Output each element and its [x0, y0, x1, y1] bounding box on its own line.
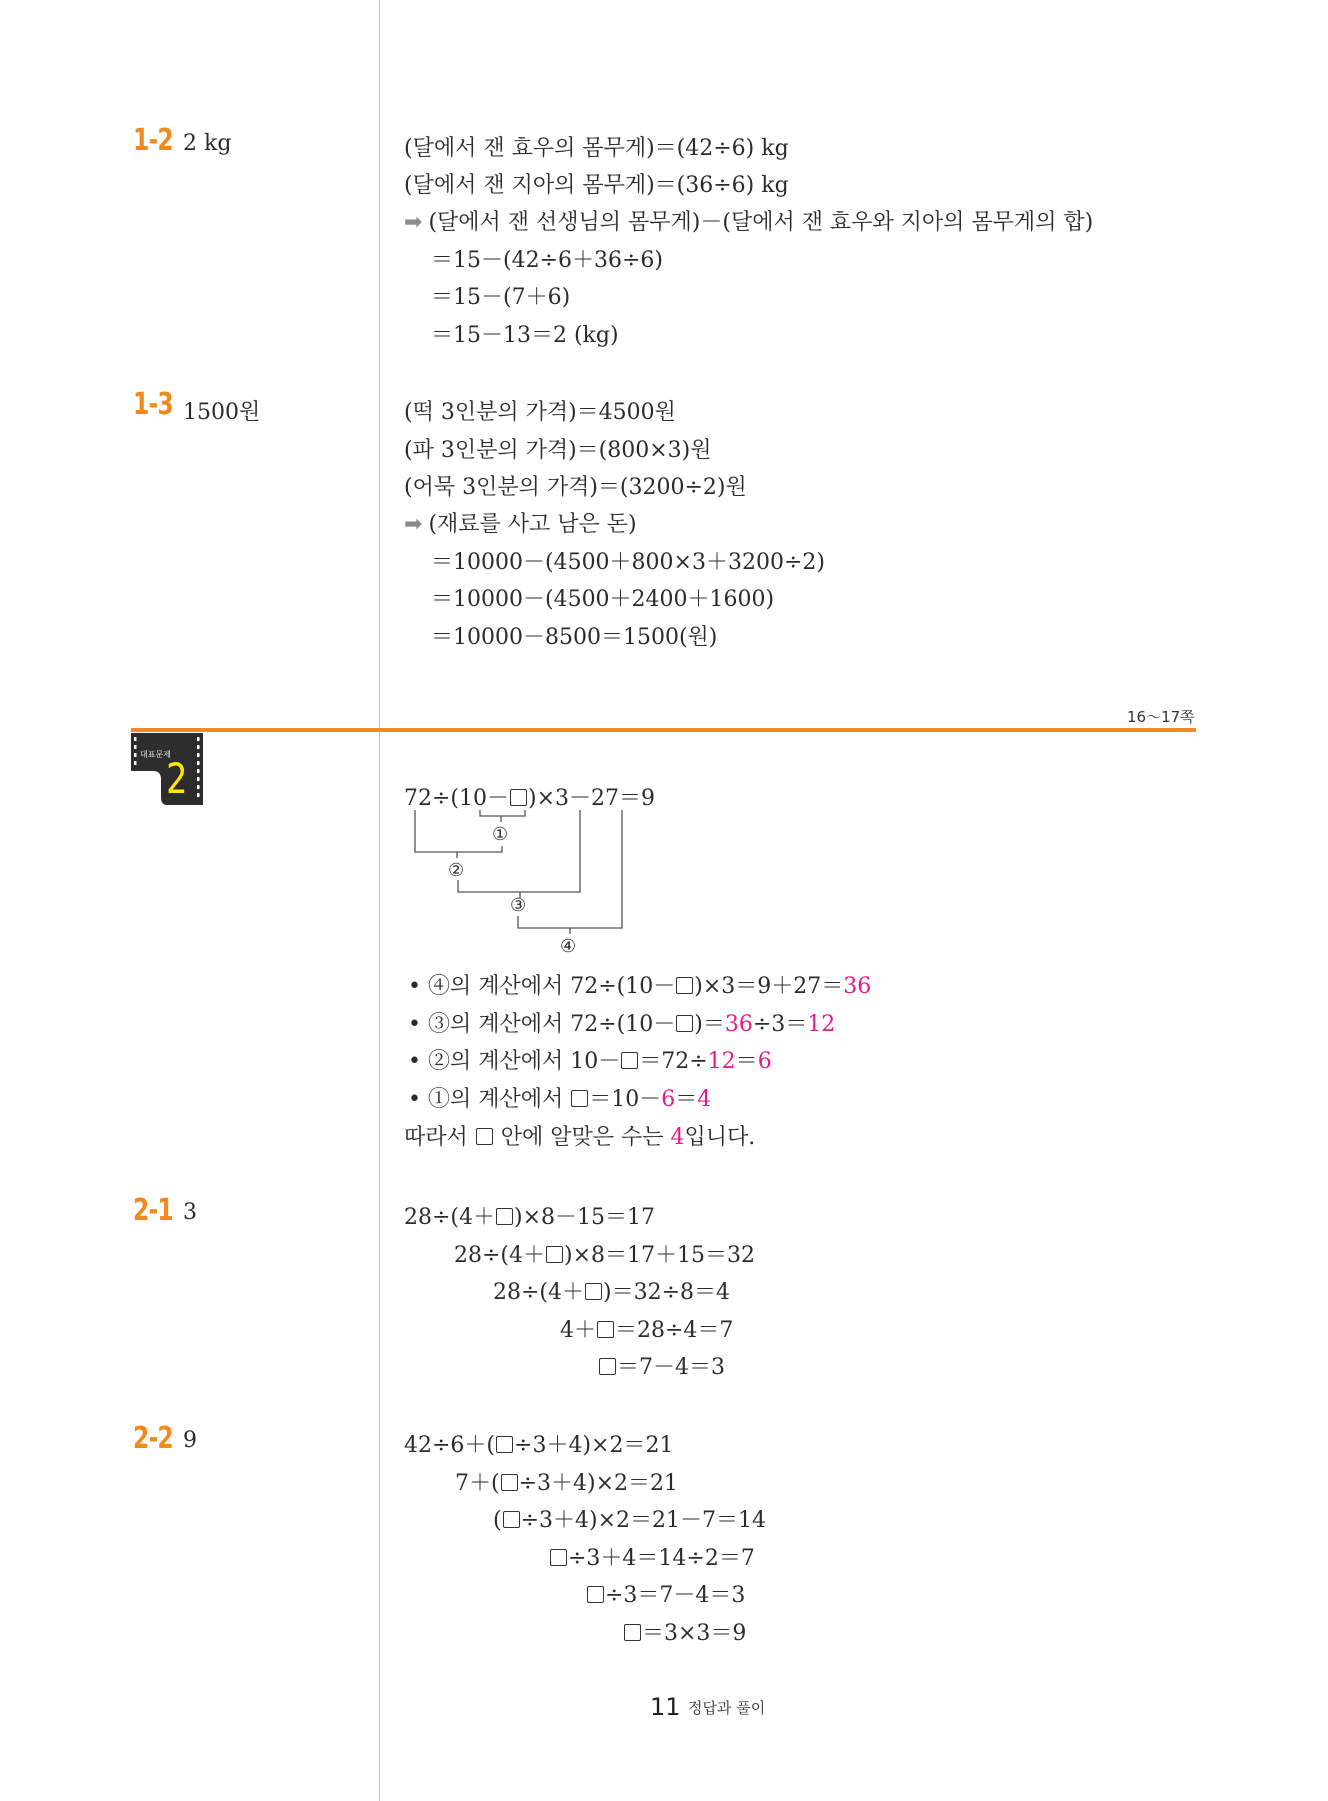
column-divider: [379, 0, 380, 1801]
blank-box: [496, 1208, 513, 1225]
page-reference: 16～17쪽: [1127, 708, 1195, 726]
badge-number: 2: [166, 754, 188, 803]
blank-box: [621, 1052, 638, 1069]
solution-line: (파 3인분의 가격)＝(800×3)원: [404, 438, 712, 463]
solution-line: (어묵 3인분의 가격)＝(3200÷2)원: [404, 475, 747, 500]
step-4-label: ④: [560, 936, 577, 957]
blank-box: [501, 1474, 518, 1491]
solution-line: ➡ (재료를 사고 남은 돈): [404, 512, 637, 537]
solution-line: (달에서 잰 효우의 몸무게)＝(42÷6) kg: [404, 136, 789, 161]
solution-line: (떡 3인분의 가격)＝4500원: [404, 400, 676, 425]
solution-line: ➡ (달에서 잰 선생님의 몸무게)－(달에서 잰 효우와 지아의 몸무게의 합): [404, 210, 1094, 235]
problem-number-1-3: 1-3: [133, 387, 173, 422]
badge-label: 대표문제: [140, 750, 171, 759]
blank-box: [587, 1586, 604, 1603]
problem-number-1-2: 1-2: [133, 123, 173, 158]
answer-2-1: 3: [183, 1200, 197, 1225]
bullet-step: • ②의 계산에서 10－ ＝72÷12＝6: [408, 1049, 772, 1074]
bullet-step: • ④의 계산에서 72÷(10－ )×3＝9＋27＝36: [408, 974, 872, 999]
solution-line: ＝7－4＝3: [598, 1350, 725, 1381]
blank-box: [624, 1624, 641, 1641]
solution-line: ＝10000－8500＝1500(원): [431, 625, 718, 650]
step-1-label: ①: [492, 824, 509, 845]
problem-number-2-1: 2-1: [133, 1193, 173, 1228]
blank-box: [546, 1246, 563, 1263]
representative-problem-badge: [131, 733, 203, 813]
blank-box: [503, 1511, 520, 1528]
solution-line: ＝15－(7＋6): [431, 285, 571, 310]
blank-box: [585, 1283, 602, 1300]
blank-box: [599, 1358, 616, 1375]
answer-2-2: 9: [183, 1428, 197, 1453]
solution-line: 42÷6＋( ÷3＋4)×2＝21: [404, 1433, 674, 1458]
step-2-label: ②: [448, 860, 465, 881]
bullet-step: • ①의 계산에서 ＝10－6＝4: [408, 1087, 712, 1112]
solution-line: (달에서 잰 지아의 몸무게)＝(36÷6) kg: [404, 173, 789, 198]
arrow-icon: ➡: [404, 210, 423, 235]
main-equation: 72÷(10－ )×3－27＝9: [404, 786, 656, 811]
calculation-order-diagram: [400, 780, 660, 960]
solution-line: ＝3×3＝9: [623, 1616, 746, 1647]
blank-box: [571, 1090, 588, 1107]
solution-line: 7＋( ÷3＋4)×2＝21: [455, 1471, 679, 1496]
solution-line: ＝10000－(4500＋800×3＋3200÷2): [431, 550, 825, 575]
blank-box: [597, 1321, 614, 1338]
page-number: 11: [650, 1693, 681, 1721]
solution-line: 28÷(4＋ )×8－15＝17: [404, 1205, 656, 1230]
conclusion: 따라서 안에 알맞은 수는 4입니다.: [404, 1125, 756, 1150]
answer-1-3: 1500원: [183, 400, 261, 425]
footer-label: 정답과 풀이: [688, 1699, 766, 1717]
solution-line: ＝10000－(4500＋2400＋1600): [431, 587, 775, 612]
solution-line: ÷3＝7－4＝3: [586, 1578, 745, 1609]
blank-box: [496, 1436, 513, 1453]
blank-box: [476, 1128, 493, 1145]
blank-box: [550, 1549, 567, 1566]
blank-box: [676, 977, 693, 994]
solution-line: ＝15－(42÷6＋36÷6): [431, 248, 664, 273]
solution-line: ＝15－13＝2 (kg): [431, 323, 619, 348]
solution-line: 28÷(4＋ )＝32÷8＝4: [493, 1280, 731, 1305]
answer-1-2: 2 kg: [183, 131, 232, 156]
blank-box: [676, 1015, 693, 1032]
solution-line: 4＋ ＝28÷4＝7: [560, 1318, 734, 1343]
solution-line: ( ÷3＋4)×2＝21－7＝14: [493, 1508, 767, 1533]
problem-number-2-2: 2-2: [133, 1421, 173, 1456]
solution-line: ÷3＋4＝14÷2＝7: [549, 1541, 755, 1572]
arrow-icon: ➡: [404, 512, 423, 537]
step-3-label: ③: [510, 895, 527, 916]
section-divider: [131, 728, 1196, 732]
solution-line: 28÷(4＋ )×8＝17＋15＝32: [454, 1243, 756, 1268]
bullet-step: • ③의 계산에서 72÷(10－ )＝36÷3＝12: [408, 1012, 836, 1037]
